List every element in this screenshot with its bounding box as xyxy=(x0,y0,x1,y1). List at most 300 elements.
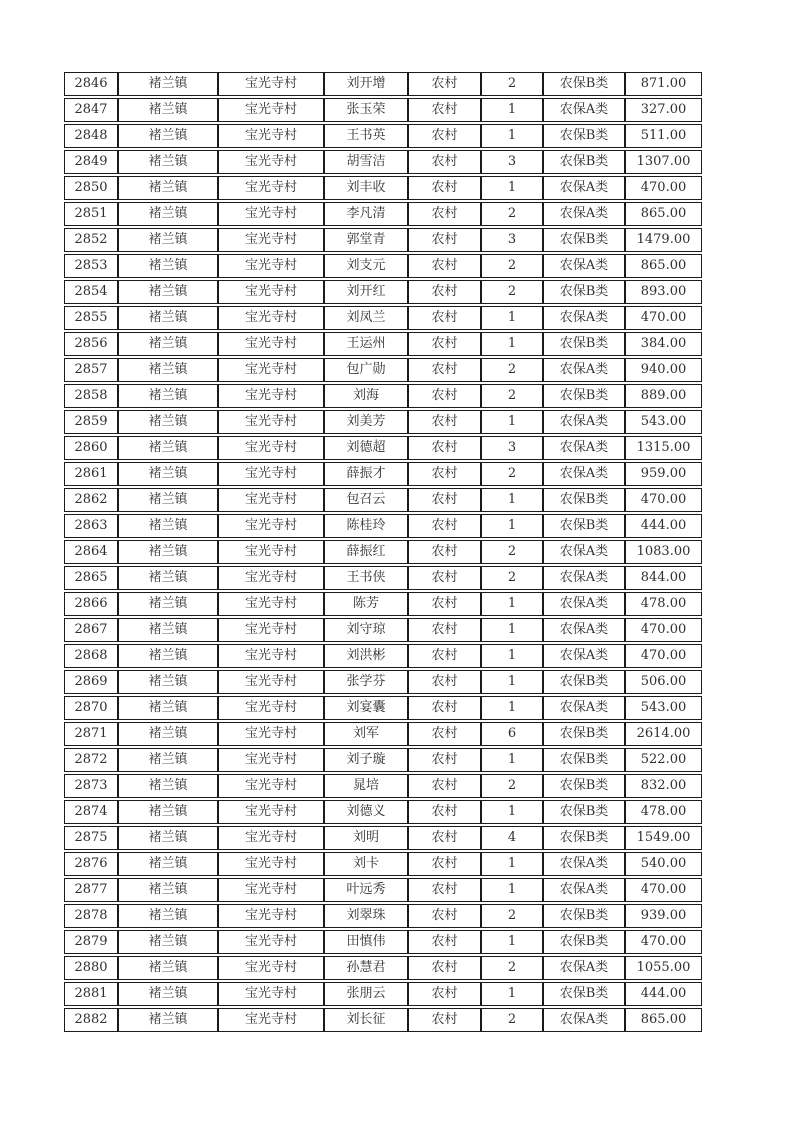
cell-category: 农保A类 xyxy=(543,462,625,486)
cell-residence: 农村 xyxy=(408,332,481,356)
table-row xyxy=(64,384,702,408)
cell-count: 1 xyxy=(481,982,543,1006)
table-row xyxy=(64,306,702,330)
cell-name: 刘军 xyxy=(324,722,408,746)
cell-village: 宝光寺村 xyxy=(218,358,324,382)
cell-category: 农保B类 xyxy=(543,72,625,96)
cell-serial: 2878 xyxy=(64,904,118,928)
cell-name: 陈桂玲 xyxy=(324,514,408,538)
cell-serial: 2873 xyxy=(64,774,118,798)
cell-category: 农保A类 xyxy=(543,878,625,902)
table-row xyxy=(64,696,702,720)
cell-residence: 农村 xyxy=(408,644,481,668)
cell-village: 宝光寺村 xyxy=(218,618,324,642)
cell-town: 褚兰镇 xyxy=(118,800,218,824)
cell-amount: 543.00 xyxy=(625,696,702,720)
cell-name: 刘长征 xyxy=(324,1008,408,1032)
cell-category: 农保A类 xyxy=(543,696,625,720)
cell-name: 刘德义 xyxy=(324,800,408,824)
cell-village: 宝光寺村 xyxy=(218,280,324,304)
cell-count: 2 xyxy=(481,202,543,226)
cell-town: 褚兰镇 xyxy=(118,644,218,668)
cell-count: 1 xyxy=(481,176,543,200)
cell-serial: 2868 xyxy=(64,644,118,668)
cell-name: 包召云 xyxy=(324,488,408,512)
cell-category: 农保B类 xyxy=(543,280,625,304)
table-row xyxy=(64,800,702,824)
cell-name: 刘宴囊 xyxy=(324,696,408,720)
cell-serial: 2846 xyxy=(64,72,118,96)
cell-residence: 农村 xyxy=(408,618,481,642)
cell-residence: 农村 xyxy=(408,358,481,382)
cell-category: 农保A类 xyxy=(543,644,625,668)
cell-amount: 865.00 xyxy=(625,1008,702,1032)
cell-amount: 470.00 xyxy=(625,930,702,954)
cell-category: 农保A类 xyxy=(543,1008,625,1032)
cell-name: 王运州 xyxy=(324,332,408,356)
cell-count: 2 xyxy=(481,956,543,980)
cell-amount: 543.00 xyxy=(625,410,702,434)
cell-amount: 522.00 xyxy=(625,748,702,772)
cell-name: 张学芬 xyxy=(324,670,408,694)
table-row xyxy=(64,956,702,980)
cell-town: 褚兰镇 xyxy=(118,202,218,226)
cell-village: 宝光寺村 xyxy=(218,462,324,486)
cell-residence: 农村 xyxy=(408,540,481,564)
cell-town: 褚兰镇 xyxy=(118,462,218,486)
cell-category: 农保A类 xyxy=(543,956,625,980)
table-row xyxy=(64,176,702,200)
cell-town: 褚兰镇 xyxy=(118,514,218,538)
cell-category: 农保A类 xyxy=(543,98,625,122)
cell-village: 宝光寺村 xyxy=(218,696,324,720)
cell-category: 农保A类 xyxy=(543,436,625,460)
cell-town: 褚兰镇 xyxy=(118,748,218,772)
cell-serial: 2849 xyxy=(64,150,118,174)
cell-town: 褚兰镇 xyxy=(118,488,218,512)
cell-serial: 2855 xyxy=(64,306,118,330)
cell-residence: 农村 xyxy=(408,982,481,1006)
cell-category: 农保A类 xyxy=(543,592,625,616)
cell-category: 农保A类 xyxy=(543,410,625,434)
cell-category: 农保B类 xyxy=(543,826,625,850)
cell-village: 宝光寺村 xyxy=(218,150,324,174)
cell-serial: 2862 xyxy=(64,488,118,512)
cell-town: 褚兰镇 xyxy=(118,176,218,200)
cell-amount: 478.00 xyxy=(625,800,702,824)
table-row xyxy=(64,72,702,96)
cell-residence: 农村 xyxy=(408,514,481,538)
cell-village: 宝光寺村 xyxy=(218,306,324,330)
cell-village: 宝光寺村 xyxy=(218,254,324,278)
cell-town: 褚兰镇 xyxy=(118,384,218,408)
cell-residence: 农村 xyxy=(408,748,481,772)
cell-amount: 384.00 xyxy=(625,332,702,356)
cell-count: 1 xyxy=(481,592,543,616)
cell-amount: 865.00 xyxy=(625,202,702,226)
table-row xyxy=(64,410,702,434)
cell-serial: 2851 xyxy=(64,202,118,226)
cell-amount: 1083.00 xyxy=(625,540,702,564)
cell-category: 农保B类 xyxy=(543,982,625,1006)
cell-count: 2 xyxy=(481,774,543,798)
cell-village: 宝光寺村 xyxy=(218,982,324,1006)
cell-count: 1 xyxy=(481,410,543,434)
cell-amount: 844.00 xyxy=(625,566,702,590)
table-row xyxy=(64,826,702,850)
cell-town: 褚兰镇 xyxy=(118,566,218,590)
cell-amount: 470.00 xyxy=(625,488,702,512)
cell-village: 宝光寺村 xyxy=(218,384,324,408)
cell-residence: 农村 xyxy=(408,904,481,928)
cell-amount: 1307.00 xyxy=(625,150,702,174)
cell-count: 2 xyxy=(481,384,543,408)
cell-count: 2 xyxy=(481,1008,543,1032)
cell-count: 4 xyxy=(481,826,543,850)
cell-residence: 农村 xyxy=(408,956,481,980)
table-row xyxy=(64,514,702,538)
table-row xyxy=(64,566,702,590)
cell-village: 宝光寺村 xyxy=(218,124,324,148)
cell-category: 农保B类 xyxy=(543,150,625,174)
cell-town: 褚兰镇 xyxy=(118,228,218,252)
cell-name: 刘卡 xyxy=(324,852,408,876)
cell-village: 宝光寺村 xyxy=(218,670,324,694)
cell-amount: 832.00 xyxy=(625,774,702,798)
cell-serial: 2880 xyxy=(64,956,118,980)
cell-category: 农保A类 xyxy=(543,618,625,642)
cell-serial: 2863 xyxy=(64,514,118,538)
cell-town: 褚兰镇 xyxy=(118,904,218,928)
cell-town: 褚兰镇 xyxy=(118,72,218,96)
table-row xyxy=(64,488,702,512)
cell-town: 褚兰镇 xyxy=(118,592,218,616)
cell-town: 褚兰镇 xyxy=(118,1008,218,1032)
cell-name: 刘明 xyxy=(324,826,408,850)
table-row xyxy=(64,98,702,122)
cell-amount: 470.00 xyxy=(625,878,702,902)
table-row xyxy=(64,436,702,460)
cell-town: 褚兰镇 xyxy=(118,670,218,694)
cell-amount: 511.00 xyxy=(625,124,702,148)
table-row xyxy=(64,878,702,902)
cell-residence: 农村 xyxy=(408,384,481,408)
cell-count: 1 xyxy=(481,514,543,538)
cell-town: 褚兰镇 xyxy=(118,98,218,122)
cell-category: 农保A类 xyxy=(543,566,625,590)
cell-village: 宝光寺村 xyxy=(218,98,324,122)
cell-town: 褚兰镇 xyxy=(118,150,218,174)
cell-village: 宝光寺村 xyxy=(218,566,324,590)
cell-category: 农保B类 xyxy=(543,774,625,798)
cell-serial: 2881 xyxy=(64,982,118,1006)
cell-name: 刘守琼 xyxy=(324,618,408,642)
cell-town: 褚兰镇 xyxy=(118,878,218,902)
table-row xyxy=(64,904,702,928)
cell-residence: 农村 xyxy=(408,670,481,694)
cell-count: 1 xyxy=(481,618,543,642)
cell-village: 宝光寺村 xyxy=(218,878,324,902)
cell-count: 3 xyxy=(481,150,543,174)
cell-category: 农保B类 xyxy=(543,748,625,772)
cell-village: 宝光寺村 xyxy=(218,904,324,928)
cell-residence: 农村 xyxy=(408,566,481,590)
table-row xyxy=(64,202,702,226)
table-row xyxy=(64,592,702,616)
cell-count: 1 xyxy=(481,800,543,824)
table-row xyxy=(64,228,702,252)
cell-name: 薛振红 xyxy=(324,540,408,564)
cell-category: 农保B类 xyxy=(543,800,625,824)
cell-village: 宝光寺村 xyxy=(218,956,324,980)
cell-village: 宝光寺村 xyxy=(218,228,324,252)
cell-category: 农保B类 xyxy=(543,228,625,252)
cell-count: 1 xyxy=(481,930,543,954)
cell-serial: 2871 xyxy=(64,722,118,746)
cell-residence: 农村 xyxy=(408,150,481,174)
table-row xyxy=(64,748,702,772)
cell-amount: 444.00 xyxy=(625,982,702,1006)
cell-serial: 2869 xyxy=(64,670,118,694)
cell-name: 李凡清 xyxy=(324,202,408,226)
cell-amount: 540.00 xyxy=(625,852,702,876)
cell-name: 郭堂青 xyxy=(324,228,408,252)
cell-town: 褚兰镇 xyxy=(118,410,218,434)
cell-count: 1 xyxy=(481,670,543,694)
cell-count: 1 xyxy=(481,332,543,356)
cell-village: 宝光寺村 xyxy=(218,332,324,356)
cell-town: 褚兰镇 xyxy=(118,332,218,356)
table-row xyxy=(64,124,702,148)
cell-village: 宝光寺村 xyxy=(218,436,324,460)
cell-name: 胡雪洁 xyxy=(324,150,408,174)
cell-residence: 农村 xyxy=(408,1008,481,1032)
cell-town: 褚兰镇 xyxy=(118,826,218,850)
cell-category: 农保A类 xyxy=(543,254,625,278)
cell-serial: 2847 xyxy=(64,98,118,122)
cell-count: 1 xyxy=(481,696,543,720)
table-row xyxy=(64,540,702,564)
cell-name: 包广勋 xyxy=(324,358,408,382)
table-row xyxy=(64,722,702,746)
cell-category: 农保A类 xyxy=(543,176,625,200)
cell-amount: 1479.00 xyxy=(625,228,702,252)
cell-name: 孙慧君 xyxy=(324,956,408,980)
cell-count: 1 xyxy=(481,488,543,512)
cell-amount: 871.00 xyxy=(625,72,702,96)
cell-residence: 农村 xyxy=(408,696,481,720)
roster-body xyxy=(64,72,702,1032)
cell-residence: 农村 xyxy=(408,124,481,148)
cell-village: 宝光寺村 xyxy=(218,592,324,616)
cell-count: 3 xyxy=(481,436,543,460)
cell-count: 1 xyxy=(481,98,543,122)
cell-serial: 2853 xyxy=(64,254,118,278)
cell-category: 农保A类 xyxy=(543,540,625,564)
cell-count: 1 xyxy=(481,124,543,148)
cell-village: 宝光寺村 xyxy=(218,72,324,96)
cell-name: 刘子璇 xyxy=(324,748,408,772)
cell-count: 1 xyxy=(481,748,543,772)
cell-name: 王书侠 xyxy=(324,566,408,590)
cell-village: 宝光寺村 xyxy=(218,852,324,876)
cell-serial: 2877 xyxy=(64,878,118,902)
cell-amount: 444.00 xyxy=(625,514,702,538)
table-row xyxy=(64,358,702,382)
table-row xyxy=(64,462,702,486)
cell-amount: 1055.00 xyxy=(625,956,702,980)
cell-village: 宝光寺村 xyxy=(218,540,324,564)
table-row xyxy=(64,670,702,694)
cell-category: 农保B类 xyxy=(543,670,625,694)
cell-town: 褚兰镇 xyxy=(118,540,218,564)
cell-serial: 2854 xyxy=(64,280,118,304)
cell-name: 刘洪彬 xyxy=(324,644,408,668)
cell-count: 6 xyxy=(481,722,543,746)
cell-name: 刘支元 xyxy=(324,254,408,278)
table-row xyxy=(64,644,702,668)
cell-name: 刘凤兰 xyxy=(324,306,408,330)
cell-town: 褚兰镇 xyxy=(118,254,218,278)
table-row xyxy=(64,280,702,304)
cell-amount: 506.00 xyxy=(625,670,702,694)
cell-count: 2 xyxy=(481,566,543,590)
cell-count: 1 xyxy=(481,644,543,668)
cell-serial: 2874 xyxy=(64,800,118,824)
cell-amount: 940.00 xyxy=(625,358,702,382)
cell-amount: 327.00 xyxy=(625,98,702,122)
cell-amount: 1315.00 xyxy=(625,436,702,460)
cell-count: 1 xyxy=(481,306,543,330)
cell-residence: 农村 xyxy=(408,592,481,616)
cell-name: 薛振才 xyxy=(324,462,408,486)
roster-table xyxy=(64,70,702,1034)
cell-town: 褚兰镇 xyxy=(118,696,218,720)
cell-town: 褚兰镇 xyxy=(118,930,218,954)
cell-town: 褚兰镇 xyxy=(118,852,218,876)
cell-amount: 470.00 xyxy=(625,176,702,200)
cell-residence: 农村 xyxy=(408,436,481,460)
cell-serial: 2860 xyxy=(64,436,118,460)
cell-serial: 2861 xyxy=(64,462,118,486)
cell-amount: 1549.00 xyxy=(625,826,702,850)
cell-residence: 农村 xyxy=(408,98,481,122)
cell-count: 1 xyxy=(481,878,543,902)
cell-town: 褚兰镇 xyxy=(118,722,218,746)
cell-serial: 2876 xyxy=(64,852,118,876)
cell-village: 宝光寺村 xyxy=(218,800,324,824)
cell-residence: 农村 xyxy=(408,488,481,512)
cell-town: 褚兰镇 xyxy=(118,124,218,148)
cell-amount: 939.00 xyxy=(625,904,702,928)
cell-residence: 农村 xyxy=(408,722,481,746)
cell-amount: 959.00 xyxy=(625,462,702,486)
cell-count: 2 xyxy=(481,72,543,96)
table-row xyxy=(64,332,702,356)
cell-village: 宝光寺村 xyxy=(218,488,324,512)
cell-village: 宝光寺村 xyxy=(218,176,324,200)
cell-category: 农保B类 xyxy=(543,904,625,928)
cell-serial: 2850 xyxy=(64,176,118,200)
cell-serial: 2870 xyxy=(64,696,118,720)
cell-serial: 2866 xyxy=(64,592,118,616)
cell-category: 农保A类 xyxy=(543,358,625,382)
cell-amount: 865.00 xyxy=(625,254,702,278)
cell-name: 刘开增 xyxy=(324,72,408,96)
table-row xyxy=(64,150,702,174)
cell-town: 褚兰镇 xyxy=(118,774,218,798)
cell-name: 张朋云 xyxy=(324,982,408,1006)
table-row xyxy=(64,1008,702,1032)
cell-residence: 农村 xyxy=(408,202,481,226)
cell-serial: 2848 xyxy=(64,124,118,148)
cell-village: 宝光寺村 xyxy=(218,410,324,434)
cell-serial: 2865 xyxy=(64,566,118,590)
cell-count: 2 xyxy=(481,358,543,382)
cell-residence: 农村 xyxy=(408,176,481,200)
cell-category: 农保A类 xyxy=(543,202,625,226)
cell-serial: 2857 xyxy=(64,358,118,382)
cell-name: 王书英 xyxy=(324,124,408,148)
table-row xyxy=(64,852,702,876)
cell-town: 褚兰镇 xyxy=(118,618,218,642)
cell-serial: 2858 xyxy=(64,384,118,408)
cell-residence: 农村 xyxy=(408,254,481,278)
cell-residence: 农村 xyxy=(408,228,481,252)
cell-amount: 470.00 xyxy=(625,644,702,668)
cell-town: 褚兰镇 xyxy=(118,436,218,460)
cell-serial: 2872 xyxy=(64,748,118,772)
cell-name: 田慎伟 xyxy=(324,930,408,954)
cell-name: 叶远秀 xyxy=(324,878,408,902)
cell-amount: 893.00 xyxy=(625,280,702,304)
cell-name: 刘海 xyxy=(324,384,408,408)
cell-village: 宝光寺村 xyxy=(218,514,324,538)
cell-category: 农保B类 xyxy=(543,124,625,148)
cell-town: 褚兰镇 xyxy=(118,982,218,1006)
cell-village: 宝光寺村 xyxy=(218,930,324,954)
cell-amount: 889.00 xyxy=(625,384,702,408)
cell-village: 宝光寺村 xyxy=(218,1008,324,1032)
cell-name: 刘开红 xyxy=(324,280,408,304)
cell-residence: 农村 xyxy=(408,410,481,434)
cell-count: 2 xyxy=(481,254,543,278)
cell-serial: 2864 xyxy=(64,540,118,564)
cell-residence: 农村 xyxy=(408,878,481,902)
cell-amount: 470.00 xyxy=(625,306,702,330)
cell-serial: 2879 xyxy=(64,930,118,954)
cell-count: 3 xyxy=(481,228,543,252)
cell-serial: 2875 xyxy=(64,826,118,850)
cell-name: 晁培 xyxy=(324,774,408,798)
cell-name: 刘丰收 xyxy=(324,176,408,200)
cell-residence: 农村 xyxy=(408,852,481,876)
cell-category: 农保B类 xyxy=(543,384,625,408)
cell-category: 农保B类 xyxy=(543,722,625,746)
cell-count: 2 xyxy=(481,280,543,304)
table-row xyxy=(64,618,702,642)
cell-residence: 农村 xyxy=(408,774,481,798)
cell-count: 1 xyxy=(481,852,543,876)
cell-village: 宝光寺村 xyxy=(218,748,324,772)
cell-category: 农保A类 xyxy=(543,852,625,876)
cell-count: 2 xyxy=(481,462,543,486)
cell-serial: 2859 xyxy=(64,410,118,434)
cell-amount: 2614.00 xyxy=(625,722,702,746)
cell-serial: 2867 xyxy=(64,618,118,642)
cell-residence: 农村 xyxy=(408,930,481,954)
cell-category: 农保B类 xyxy=(543,488,625,512)
